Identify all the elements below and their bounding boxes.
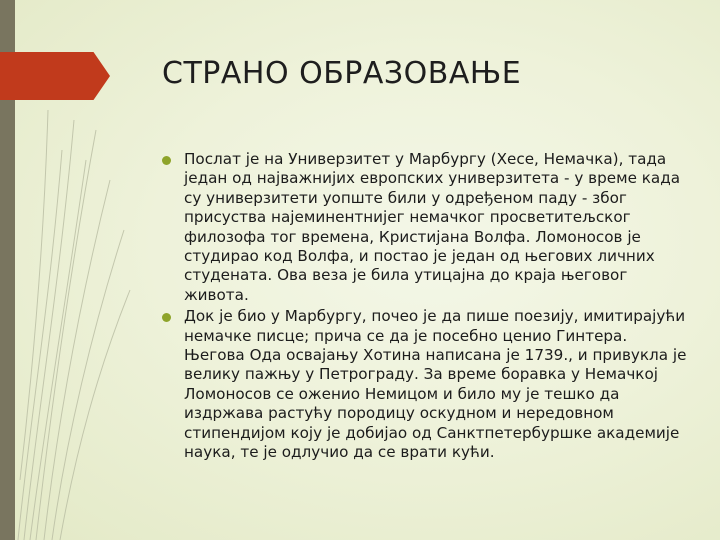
title-accent-tab (0, 52, 110, 100)
bullet-text: Док је био у Марбургу, почео је да пише поезију, имитирајући немачке писце; прича се да је посебно ценио Гинтера. Његова Ода освајању Хотина написана је 1739., и привукла је велику пажњу у Петрограду. За време боравка у Немачкој Ломоносов се оженио Немицом и било му је тешко да издржава растућу породицу оскудном и нередовном стипендијом коју је добијао од Санктпетербуршке академије наука, те је одлучио да се врати кући. (184, 307, 687, 462)
slide-title: СТРАНО ОБРАЗОВАЊЕ (162, 56, 522, 91)
bullet-text: Послат је на Универзитет у Марбургу (Хесе, Немачка), тада један од најважнијих европских универзитета - у време када су универзитети уопште били у одређеном паду - због присуства најеминентнијег немачког просветитељског филозофа тог времена, Кристијана Волфа. Ломоносов је студирао код Волфа, и постао је један од његових личних студената. Ова веза је била утицајна до краја његовог живота. (184, 150, 681, 304)
bullet-dot-icon (162, 156, 171, 165)
list-item (162, 150, 687, 305)
bullet-dot-icon (162, 313, 171, 322)
list-item (162, 307, 687, 462)
bullet-list (162, 150, 687, 465)
